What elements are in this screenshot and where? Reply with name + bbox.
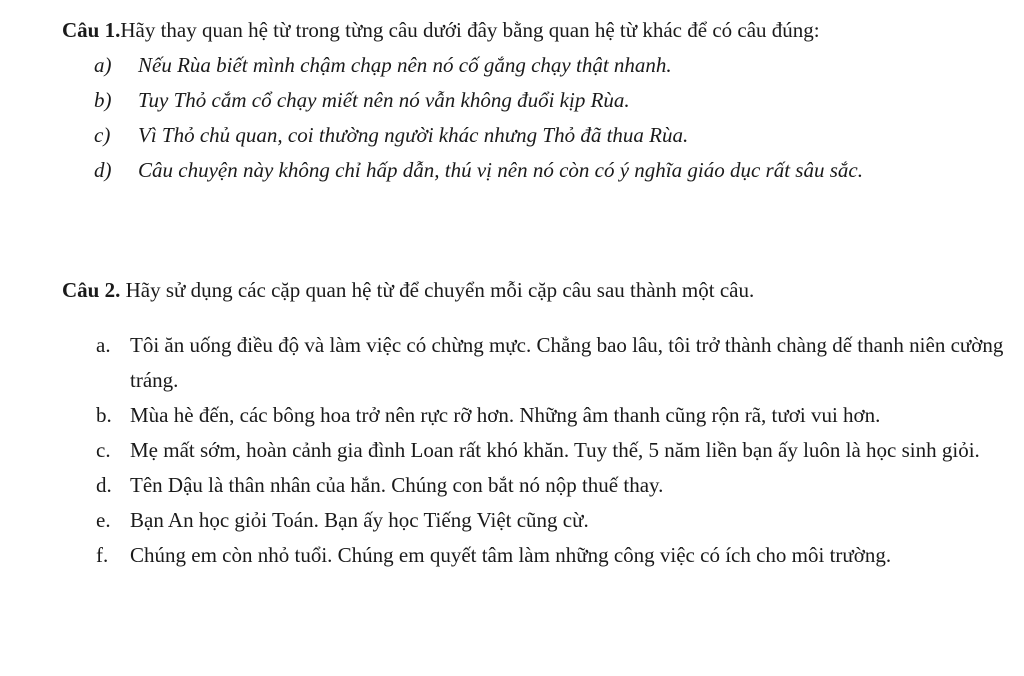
question-1: [62, 13, 1012, 188]
question-2-text: Hãy sử dụng các cặp quan hệ từ để chuyển mỗi cặp câu sau thành một câu.: [120, 278, 755, 302]
question-2-label: Câu 2.: [62, 278, 121, 302]
list-item: [96, 468, 1010, 503]
item-marker: d): [94, 158, 112, 182]
item-marker: e.: [96, 508, 111, 532]
list-item: [96, 538, 1010, 573]
item-marker: a.: [96, 333, 111, 357]
list-item: [96, 328, 1010, 398]
question-1-text: Hãy thay quan hệ từ trong từng câu dưới đây bằng quan hệ từ khác để có câu đúng:: [120, 18, 820, 42]
item-text: Tuy Thỏ cắm cổ chạy miết nên nó vẫn không đuổi kịp Rùa.: [138, 88, 630, 112]
item-text: Chúng em còn nhỏ tuổi. Chúng em quyết tâm làm những công việc có ích cho môi trường.: [130, 543, 892, 567]
item-text: Câu chuyện này không chỉ hấp dẫn, thú vị nên nó còn có ý nghĩa giáo dục rất sâu sắc.: [138, 158, 863, 182]
question-1-heading: [62, 13, 1012, 48]
item-marker: b): [94, 88, 112, 112]
question-2: [62, 273, 1012, 573]
list-item: [96, 433, 1010, 468]
list-item: [96, 503, 1010, 538]
item-marker: c.: [96, 438, 111, 462]
question-2-heading: [62, 273, 1012, 308]
item-text: Tên Dậu là thân nhân của hắn. Chúng con bắt nó nộp thuế thay.: [130, 473, 664, 497]
question-2-items: [62, 328, 1012, 573]
list-item: [94, 48, 1008, 83]
item-marker: f.: [96, 543, 109, 567]
question-1-items: [62, 48, 1012, 188]
list-item: [94, 153, 1008, 188]
item-text: Tôi ăn uống điều độ và làm việc có chừng mực. Chẳng bao lâu, tôi trở thành chàng dế thanh niên cường tráng.: [130, 333, 1004, 392]
item-text: Vì Thỏ chủ quan, coi thường người khác nhưng Thỏ đã thua Rùa.: [138, 123, 689, 147]
item-marker: d.: [96, 473, 112, 497]
item-text: Bạn An học giỏi Toán. Bạn ấy học Tiếng Việt cũng cừ.: [130, 508, 589, 532]
item-marker: a): [94, 53, 112, 77]
item-text: Nếu Rùa biết mình chậm chạp nên nó cố gắng chạy thật nhanh.: [138, 53, 672, 77]
list-item: [94, 118, 1008, 153]
item-text: Mẹ mất sớm, hoàn cảnh gia đình Loan rất khó khăn. Tuy thế, 5 năm liền bạn ấy luôn là học sinh giỏi.: [130, 438, 980, 462]
item-marker: c): [94, 123, 111, 147]
list-item: [94, 83, 1008, 118]
question-1-label: Câu 1.: [62, 18, 121, 42]
item-marker: b.: [96, 403, 112, 427]
item-text: Mùa hè đến, các bông hoa trở nên rực rỡ hơn. Những âm thanh cũng rộn rã, tươi vui hơn.: [130, 403, 881, 427]
list-item: [96, 398, 1010, 433]
